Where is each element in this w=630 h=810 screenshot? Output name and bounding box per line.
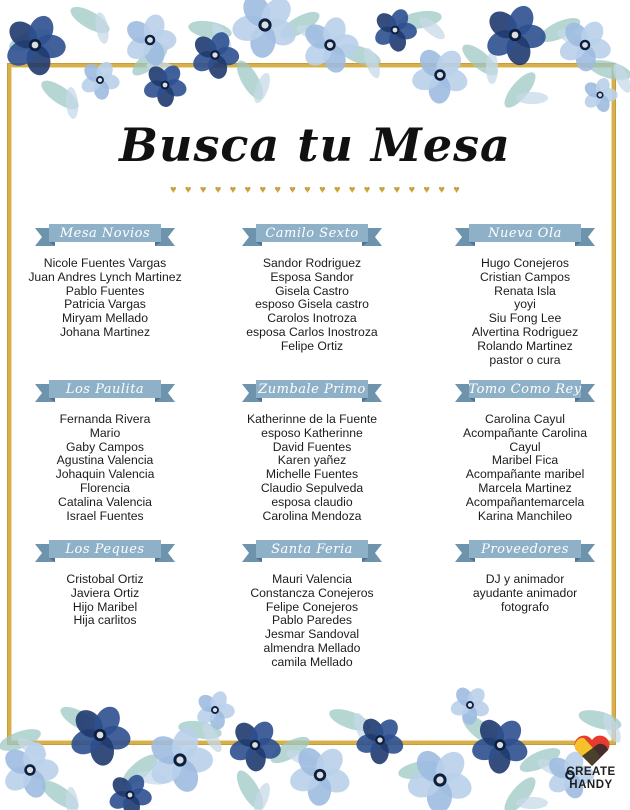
flower-shape [189, 29, 239, 81]
heart-icon: ♥ [408, 183, 416, 196]
guest-name: Patricia Vargas [64, 297, 146, 312]
guest-name: Acompañantemarcela [465, 494, 585, 509]
table-name: Los Paulita [65, 382, 145, 397]
guest-name: Hijo Maribel [72, 599, 138, 614]
guest-name: Carolina Mendoza [262, 508, 362, 523]
guest-name: Gisela Castro [275, 283, 349, 298]
heart-icon: ♥ [289, 183, 296, 196]
heart-icon: ♥ [423, 183, 430, 196]
table-name: Nueva Ola [488, 226, 562, 241]
guest-name: Nicole Fuentes Vargas [43, 256, 167, 270]
guest-list [0, 257, 210, 340]
guest-name: DJ y animador [485, 572, 565, 586]
guest-name: Hugo Conejeros [480, 256, 570, 270]
guest-list [0, 413, 210, 523]
table-name-ribbon [455, 538, 595, 564]
guest-name: Claudio Sepulveda [260, 480, 364, 495]
guest-name: Karen yañez [277, 453, 347, 468]
flower-shape [230, 0, 300, 59]
heart-icon: ♥ [363, 183, 371, 196]
heart-icon: ♥ [378, 183, 386, 196]
guest-name: Agustina Valencia [56, 453, 154, 468]
logo-text-line1: CREATE [566, 766, 616, 778]
guest-name: Johaquin Valencia [55, 467, 155, 482]
flower-shape [123, 12, 177, 68]
guest-name: Johana Martinez [59, 324, 151, 339]
guest-name: Esposa Sandor [270, 269, 354, 284]
guest-name: Catalina Valencia [58, 494, 152, 509]
heart-icon: ♥ [214, 183, 222, 196]
guest-name: Felipe Conejeros [265, 599, 359, 614]
table-name: Los Peques [65, 542, 145, 557]
guest-name: Javiera Ortiz [70, 585, 140, 600]
flower-shape [227, 717, 283, 772]
guest-name: Florencia [79, 480, 131, 495]
leaf-shape [499, 68, 540, 112]
leaf-shape [516, 797, 548, 809]
table-name: Mesa Novios [59, 226, 151, 241]
guest-name: Alvertina Rodriguez [471, 324, 579, 339]
flower-shape [372, 6, 418, 53]
guest-name: Michelle Fuentes [265, 467, 359, 482]
floral-top-decoration [0, 0, 630, 120]
table-name: Santa Feria [271, 542, 353, 557]
table-name-ribbon [242, 378, 382, 404]
guest-name: esposo Katherinne [261, 425, 363, 440]
guest-name: Mauri Valencia [272, 572, 352, 586]
guest-list [207, 573, 417, 670]
guest-list [207, 413, 417, 523]
guest-name: Constancza Conejeros [250, 585, 374, 600]
table-group [207, 222, 417, 354]
guest-name: Sandor Rodriguez [262, 256, 362, 270]
table-group [420, 538, 630, 614]
leaf-shape [486, 52, 498, 84]
heart-icon: ♥ [438, 183, 445, 196]
guest-name: David Fuentes [272, 439, 352, 454]
guest-list [0, 573, 210, 628]
table-name: Proveedores [481, 542, 569, 557]
flower-shape [409, 45, 470, 104]
table-name: Camilo Sexto [265, 226, 359, 241]
heart-icon: ♥ [333, 183, 341, 196]
heart-icon: ♥ [453, 183, 460, 196]
heart-icon: ♥ [304, 183, 311, 196]
flower-shape [449, 684, 491, 725]
heart-icon: ♥ [259, 183, 266, 196]
heart-icon: ♥ [319, 183, 326, 196]
heart-icon: ♥ [274, 183, 281, 196]
heart-divider [170, 184, 460, 196]
table-name-ribbon [242, 222, 382, 248]
guest-name: camila Mellado [271, 654, 353, 669]
guest-name: Hija carlitos [73, 613, 137, 628]
heart-icon: ♥ [348, 183, 356, 196]
guest-name: Juan Andres Lynch Martinez [28, 269, 182, 284]
flower-shape [79, 59, 121, 101]
guest-name: Acompañante Carolina [463, 425, 587, 440]
logo-heart-icon [572, 734, 612, 768]
guest-name: Miryam Mellado [61, 311, 148, 326]
heart-icon: ♥ [229, 183, 237, 196]
guest-name: pastor o cura [489, 352, 561, 367]
guest-name: Carolos Inotroza [267, 311, 357, 326]
guest-name: Renata Isla [494, 283, 556, 298]
guest-name: Mario [89, 425, 121, 440]
table-group [0, 222, 210, 340]
table-name-ribbon [455, 378, 595, 404]
table-group [0, 378, 210, 523]
guest-name: Pablo Fuentes [65, 283, 145, 298]
guest-name: Jesmar Sandoval [264, 627, 360, 642]
guest-name: Cayul [509, 439, 541, 454]
guest-list [207, 257, 417, 354]
guest-name: Katherinne de la Fuente [246, 412, 378, 426]
table-group [420, 222, 630, 367]
guest-name: esposo Gisela castro [255, 297, 369, 312]
guest-name: Gaby Campos [66, 439, 144, 454]
guest-name: Carolina Cayul [485, 412, 565, 426]
table-name-ribbon [35, 378, 175, 404]
flower-shape [582, 76, 618, 114]
guest-list [420, 573, 630, 614]
table-group [0, 538, 210, 628]
table-name: Tomo Como Rey [468, 382, 582, 397]
guest-name: Karina Manchileo [477, 508, 573, 523]
table-name-ribbon [242, 538, 382, 564]
guest-name: Rolando Martinez [477, 338, 573, 353]
guest-list [420, 257, 630, 367]
table-name-ribbon [455, 222, 595, 248]
guest-name: Pablo Paredes [272, 613, 352, 628]
table-name-ribbon [35, 222, 175, 248]
table-name: Zumbale Primo [258, 382, 366, 397]
create-handy-logo [558, 734, 624, 794]
table-group [420, 378, 630, 523]
guest-name: Cristobal Ortiz [66, 572, 144, 586]
flower-shape [405, 746, 476, 810]
logo-text-line2: HANDY [569, 779, 613, 791]
guest-name: esposa claudio [271, 494, 353, 509]
table-name-ribbon [35, 538, 175, 564]
guest-name: ayudante animador [472, 585, 578, 600]
heart-icon: ♥ [199, 183, 207, 196]
heart-icon: ♥ [244, 183, 252, 196]
leaf-shape [516, 92, 548, 104]
guest-name: Acompañante maribel [465, 467, 585, 482]
guest-name: yoyi [514, 297, 536, 312]
guest-name: Marcela Martinez [478, 480, 572, 495]
guest-name: Maribel Fica [491, 453, 559, 468]
heart-icon: ♥ [170, 183, 177, 196]
guest-name: Felipe Ortiz [280, 338, 344, 353]
floral-bottom-decoration [0, 680, 630, 810]
heart-icon: ♥ [184, 183, 192, 196]
guest-name: esposa Carlos Inostroza [246, 324, 378, 339]
guest-list [420, 413, 630, 523]
guest-name: fotografo [500, 599, 550, 614]
guest-name: almendra Mellado [263, 640, 361, 655]
table-group [207, 378, 417, 523]
table-group [207, 538, 417, 670]
guest-name: Fernanda Rivera [59, 412, 151, 426]
guest-name: Cristian Campos [479, 269, 571, 284]
page-title: Busca tu Mesa [119, 118, 511, 172]
heart-icon: ♥ [393, 183, 401, 196]
guest-name: Israel Fuentes [66, 508, 144, 523]
guest-name: Siu Fong Lee [488, 311, 562, 326]
